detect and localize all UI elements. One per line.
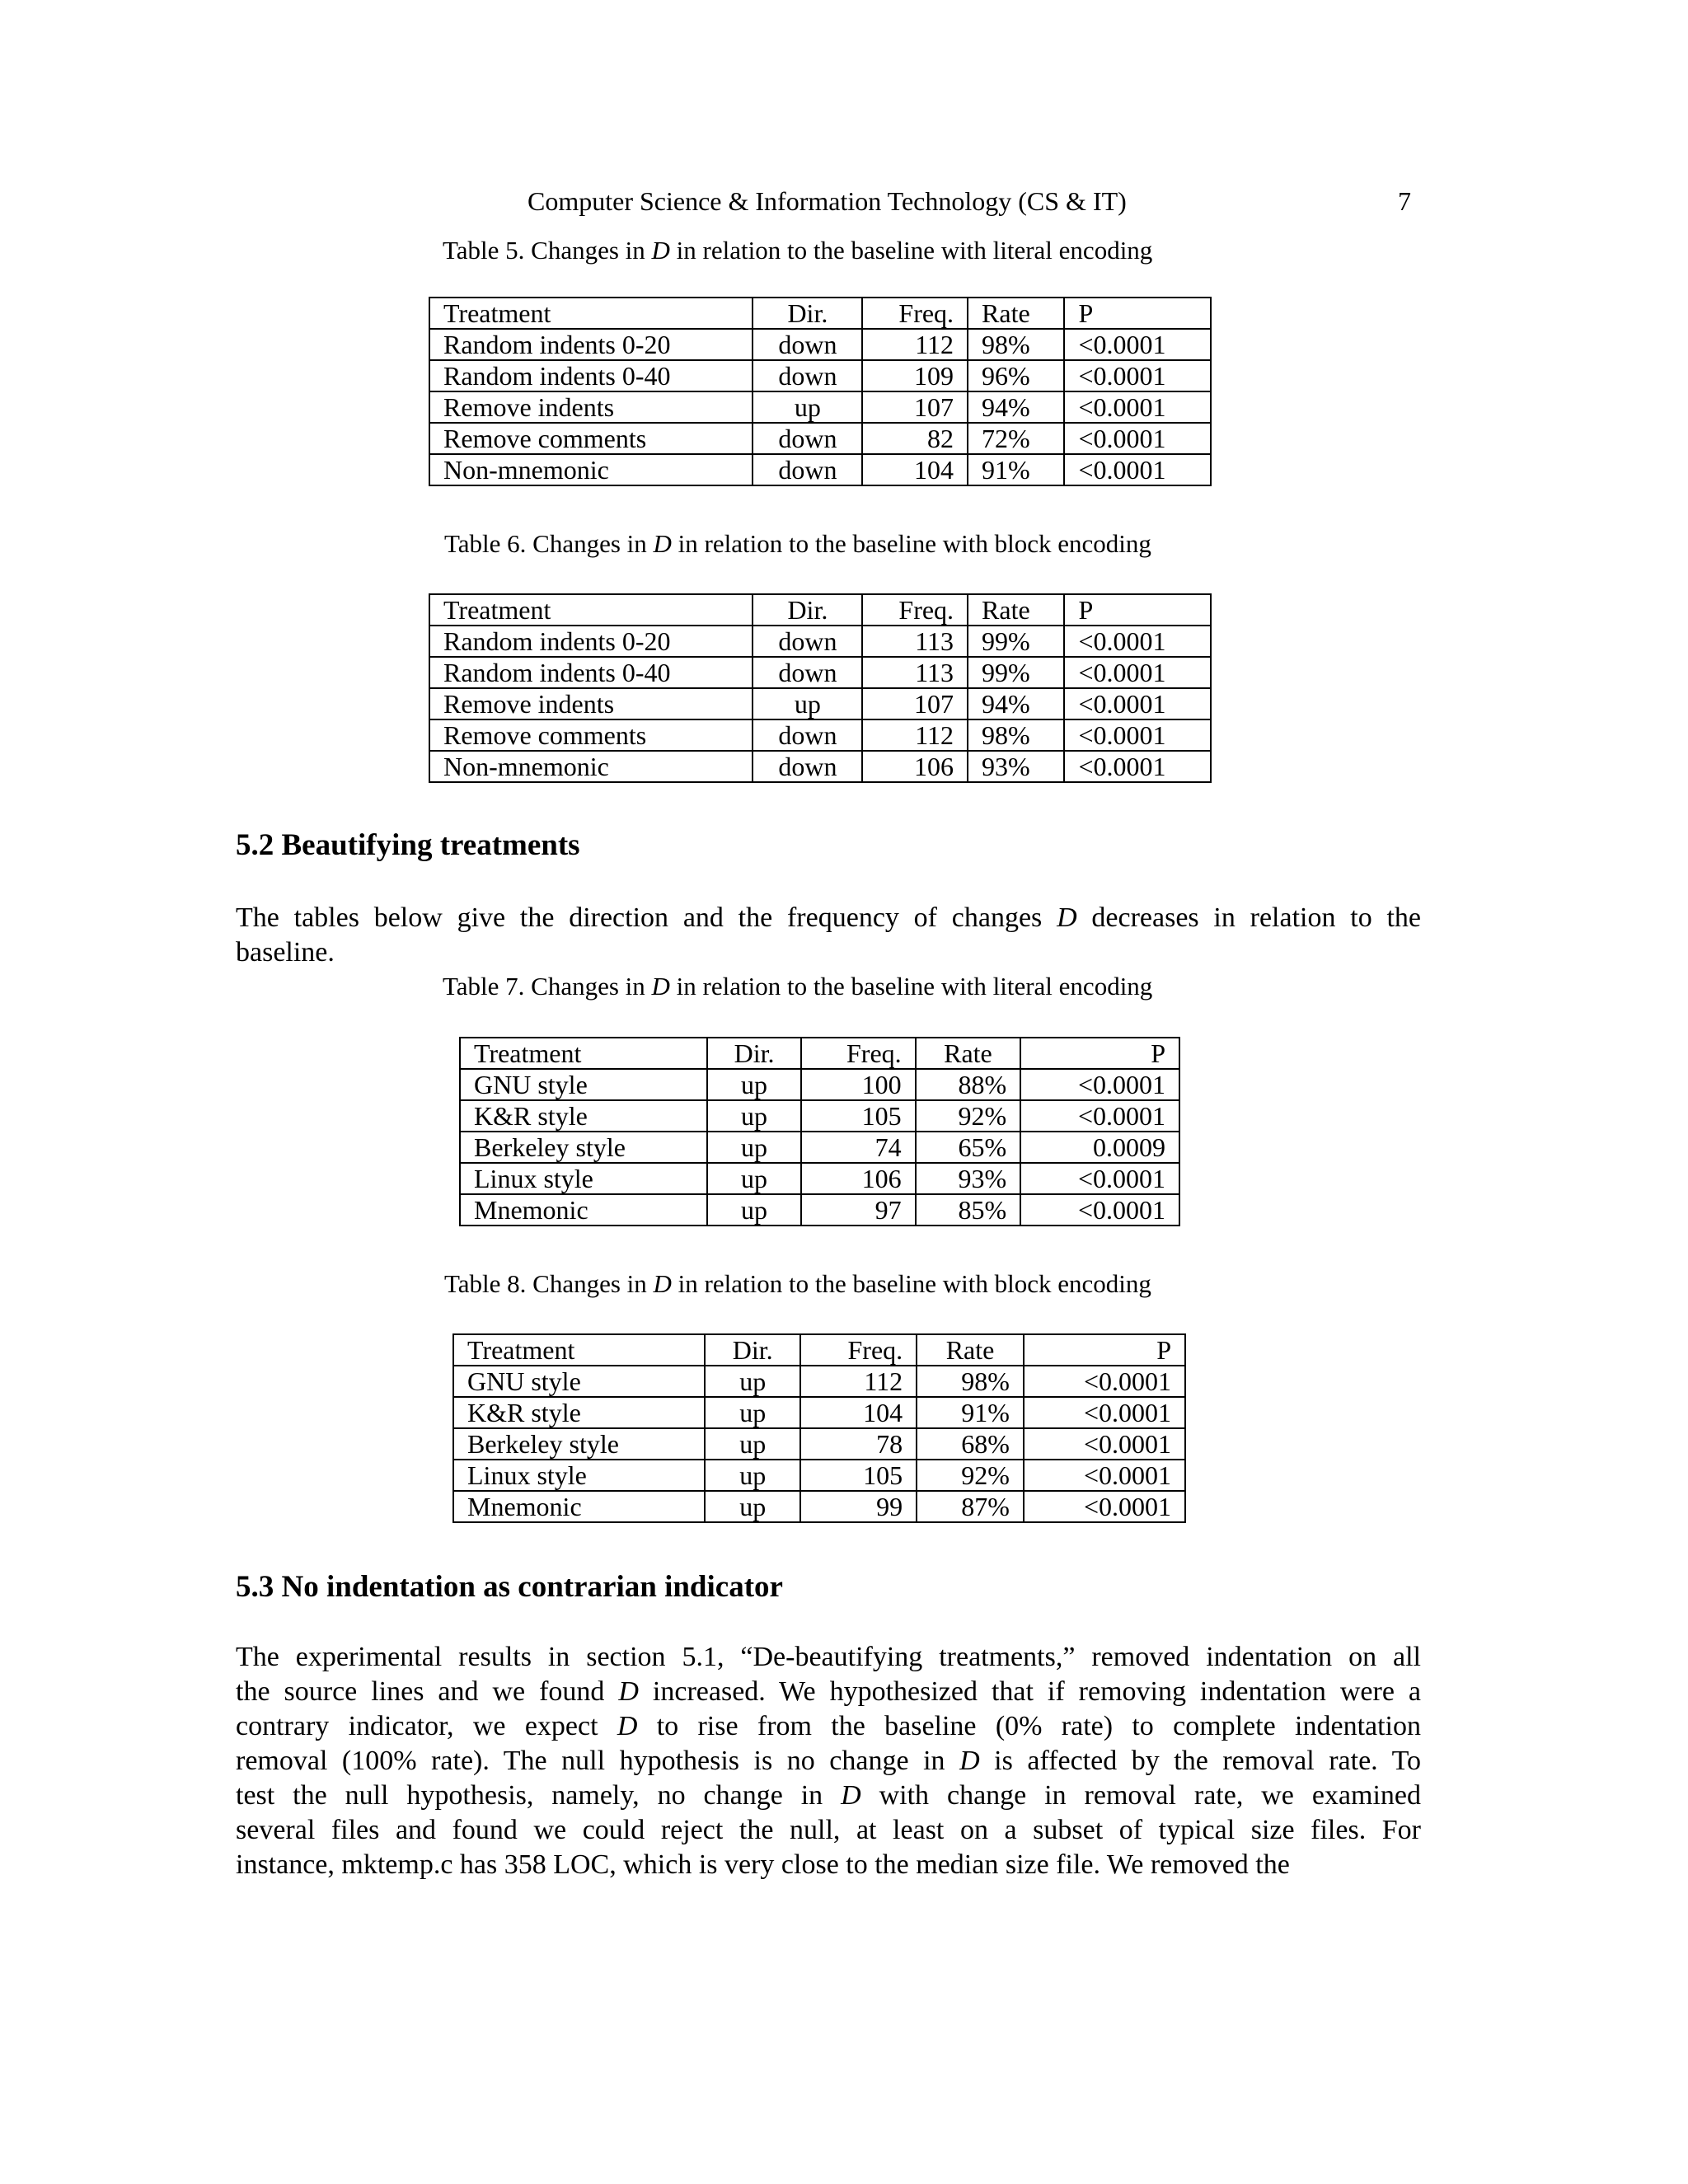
table-cell: 106 [801,1163,916,1194]
table-row [429,454,1211,485]
table-row [460,1100,1179,1132]
paragraph-line: baseline. [236,937,335,968]
table-cell: 105 [800,1460,917,1491]
table-header-cell: Freq. [800,1334,917,1366]
table-cell: Remove indents [429,688,753,719]
table-cell: Random indents 0-40 [429,657,753,688]
section-heading-5-2: 5.2 Beautifying treatments [236,828,580,862]
table-header-cell: Treatment [453,1334,705,1366]
table-cell: 96% [968,360,1064,391]
table-header-cell: Rate [917,1334,1024,1366]
table-cell: <0.0001 [1064,751,1211,782]
table-cell: 99% [968,626,1064,657]
table-cell: <0.0001 [1064,657,1211,688]
table-cell: Remove comments [429,719,753,751]
table-cell: GNU style [460,1069,707,1100]
paragraph-line: The tables below give the direction and the frequency of changes D decreases in relation to the [236,902,1421,933]
table-cell: 72% [968,423,1064,454]
table-row [460,1163,1179,1194]
table-cell: up [705,1428,800,1460]
table-cell: K&R style [453,1397,705,1428]
table-cell: <0.0001 [1064,360,1211,391]
table-cell: down [753,719,862,751]
table-cell: <0.0001 [1024,1366,1185,1397]
table-cell: down [753,626,862,657]
table-cell: Random indents 0-20 [429,626,753,657]
table-cell: 99 [800,1491,917,1522]
paragraph-line: test the null hypothesis, namely, no change in D with change in removal rate, we examined [236,1780,1421,1811]
table-cell: up [707,1163,801,1194]
table-cell: 74 [801,1132,916,1163]
table-cell: 112 [862,719,968,751]
table-cell: up [707,1100,801,1132]
table-cell: <0.0001 [1024,1460,1185,1491]
table-cell: 85% [916,1194,1021,1226]
running-title: Computer Science & Information Technology (CS & IT) [528,186,1127,216]
table-cell: Random indents 0-20 [429,329,753,360]
table-cell: 109 [862,360,968,391]
table-cell: 68% [917,1428,1024,1460]
table-cell: 65% [916,1132,1021,1163]
page-number: 7 [1398,186,1411,216]
table-cell: K&R style [460,1100,707,1132]
table-cell: 0.0009 [1020,1132,1179,1163]
table-cell: <0.0001 [1064,626,1211,657]
table-header-cell: Dir. [753,594,862,626]
table-cell: <0.0001 [1064,688,1211,719]
table-cell: 105 [801,1100,916,1132]
table-row [460,1069,1179,1100]
table-cell: <0.0001 [1064,391,1211,423]
table-cell: 98% [968,329,1064,360]
table-cell: down [753,454,862,485]
table-5-caption: Table 5. Changes in D in relation to the baseline with literal encoding [443,236,1153,265]
table-cell: 82 [862,423,968,454]
paragraph-line: The experimental results in section 5.1, “De-beautifying treatments,” removed indentation on all [236,1642,1421,1672]
table-cell: down [753,751,862,782]
table-row [429,360,1211,391]
table-row [429,688,1211,719]
page-header [0,183,1688,219]
table-cell: down [753,360,862,391]
table-cell: down [753,329,862,360]
table-cell: down [753,657,862,688]
table-cell: 112 [862,329,968,360]
section-5-2-paragraph [236,901,1421,970]
table-cell: 92% [916,1100,1021,1132]
table-cell: Linux style [460,1163,707,1194]
table-cell: Berkeley style [453,1428,705,1460]
section-heading-5-3: 5.3 No indentation as contrarian indicator [236,1570,783,1604]
table-header-row [429,298,1211,329]
table-cell: up [705,1460,800,1491]
paragraph-line: removal (100% rate). The null hypothesis is no change in D is affected by the removal rate. To [236,1746,1421,1776]
table-row [429,423,1211,454]
table-row [453,1491,1185,1522]
table-cell: 94% [968,688,1064,719]
table-cell: <0.0001 [1024,1397,1185,1428]
table-cell: 93% [916,1163,1021,1194]
table-cell: up [705,1366,800,1397]
table-cell: <0.0001 [1020,1163,1179,1194]
table-cell: 104 [862,454,968,485]
table-cell: up [707,1132,801,1163]
table-header-cell: Freq. [801,1038,916,1069]
table-cell: 98% [968,719,1064,751]
table-cell: 113 [862,626,968,657]
table-cell: Remove indents [429,391,753,423]
table-row [460,1132,1179,1163]
table-cell: <0.0001 [1024,1428,1185,1460]
table-cell: Berkeley style [460,1132,707,1163]
table-cell: 112 [800,1366,917,1397]
table-header-cell: Dir. [707,1038,801,1069]
table-cell: Linux style [453,1460,705,1491]
section-5-3-paragraph [236,1640,1421,1882]
table-cell: 107 [862,688,968,719]
paragraph-line: contrary indicator, we expect D to rise from the baseline (0% rate) to complete indentation [236,1711,1421,1741]
table-cell: down [753,423,862,454]
table-cell: up [705,1491,800,1522]
table-cell: 78 [800,1428,917,1460]
table-cell: Remove comments [429,423,753,454]
table-8 [452,1333,1186,1523]
table-cell: <0.0001 [1064,329,1211,360]
table-cell: 113 [862,657,968,688]
table-row [429,329,1211,360]
table-cell: <0.0001 [1064,454,1211,485]
table-cell: 92% [917,1460,1024,1491]
table-cell: 106 [862,751,968,782]
table-header-cell: P [1064,594,1211,626]
paragraph-line: several files and found we could reject the null, at least on a subset of typical size files. For [236,1815,1421,1845]
table-cell: 99% [968,657,1064,688]
table-cell: 91% [968,454,1064,485]
table-row [429,391,1211,423]
paragraph-line: the source lines and we found D increased. We hypothesized that if removing indentation were a [236,1676,1421,1707]
table-7-caption: Table 7. Changes in D in relation to the baseline with literal encoding [443,972,1153,1001]
table-header-cell: Rate [968,594,1064,626]
table-cell: <0.0001 [1064,423,1211,454]
table-row [453,1366,1185,1397]
table-cell: 91% [917,1397,1024,1428]
table-header-cell: Rate [968,298,1064,329]
table-row [453,1397,1185,1428]
table-cell: <0.0001 [1064,719,1211,751]
table-header-cell: Rate [916,1038,1021,1069]
table-header-cell: Dir. [753,298,862,329]
table-cell: Random indents 0-40 [429,360,753,391]
table-row [429,657,1211,688]
table-row [429,719,1211,751]
paragraph-line: instance, mktemp.c has 358 LOC, which is very close to the median size file. We removed the [236,1849,1290,1880]
table-header-cell: Treatment [429,594,753,626]
table-cell: up [707,1194,801,1226]
table-header-row [460,1038,1179,1069]
table-cell: <0.0001 [1020,1069,1179,1100]
table-header-cell: Treatment [460,1038,707,1069]
table-cell: 88% [916,1069,1021,1100]
table-cell: <0.0001 [1020,1194,1179,1226]
table-5 [429,297,1212,486]
table-6 [429,593,1212,783]
table-cell: up [705,1397,800,1428]
table-header-cell: Dir. [705,1334,800,1366]
table-cell: 104 [800,1397,917,1428]
table-header-cell: P [1064,298,1211,329]
table-row [429,751,1211,782]
table-row [453,1428,1185,1460]
table-header-cell: Freq. [862,298,968,329]
table-cell: <0.0001 [1024,1491,1185,1522]
table-cell: 87% [917,1491,1024,1522]
table-row [453,1460,1185,1491]
table-cell: 98% [917,1366,1024,1397]
table-header-cell: P [1020,1038,1179,1069]
table-cell: 100 [801,1069,916,1100]
table-cell: <0.0001 [1020,1100,1179,1132]
table-cell: 94% [968,391,1064,423]
table-cell: 97 [801,1194,916,1226]
table-cell: Mnemonic [460,1194,707,1226]
table-cell: Non-mnemonic [429,751,753,782]
table-header-cell: Treatment [429,298,753,329]
table-cell: 107 [862,391,968,423]
table-header-row [453,1334,1185,1366]
table-header-cell: P [1024,1334,1185,1366]
table-cell: Mnemonic [453,1491,705,1522]
table-header-cell: Freq. [862,594,968,626]
table-cell: 93% [968,751,1064,782]
table-6-caption: Table 6. Changes in D in relation to the baseline with block encoding [444,529,1151,558]
table-cell: GNU style [453,1366,705,1397]
table-header-row [429,594,1211,626]
table-cell: up [707,1069,801,1100]
table-8-caption: Table 8. Changes in D in relation to the baseline with block encoding [444,1269,1151,1298]
table-cell: up [753,688,862,719]
table-row [460,1194,1179,1226]
table-7 [459,1037,1180,1226]
table-row [429,626,1211,657]
table-cell: up [753,391,862,423]
table-cell: Non-mnemonic [429,454,753,485]
